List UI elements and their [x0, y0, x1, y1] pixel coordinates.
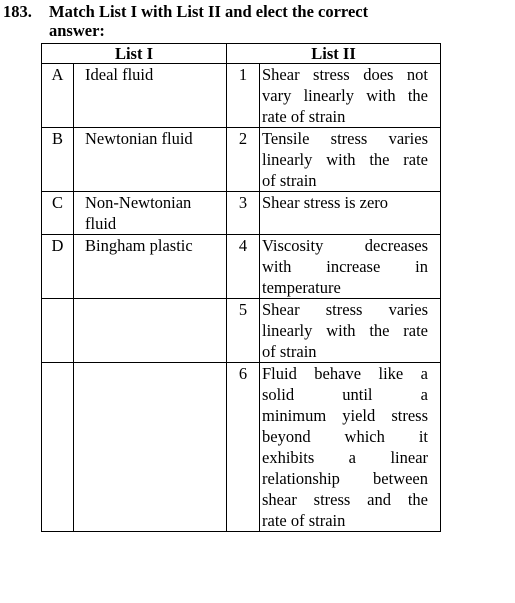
item-line: Non-Newtonian [85, 193, 192, 212]
item-line: fluid [85, 214, 117, 233]
desc-line: vary linearly with the [262, 86, 429, 105]
list1-item [74, 192, 227, 235]
row-number: 1 [227, 64, 260, 128]
desc-line: linearly with the rate [262, 321, 429, 340]
table-row [42, 299, 441, 363]
list1-item [74, 299, 227, 363]
desc-line: beyond which it [262, 427, 429, 446]
table-header-row [42, 44, 441, 64]
desc-line: Shear stress varies [262, 300, 429, 319]
table-row [42, 128, 441, 192]
row-number: 5 [227, 299, 260, 363]
desc-line: shear stress and the [262, 490, 429, 509]
desc-line: Shear stress does not [262, 65, 429, 84]
list1-item: Ideal fluid [74, 64, 227, 128]
row-letter: D [42, 235, 74, 299]
row-letter: B [42, 128, 74, 192]
list1-item: Bingham plastic [74, 235, 227, 299]
desc-line: rate of strain [262, 107, 346, 126]
question [3, 2, 443, 40]
row-number: 3 [227, 192, 260, 235]
list2-item [260, 363, 441, 532]
desc-line: temperature [262, 278, 341, 297]
table-row [42, 192, 441, 235]
list1-header: List I [42, 44, 227, 64]
row-letter [42, 363, 74, 532]
list2-item [260, 64, 441, 128]
list2-header: List II [227, 44, 441, 64]
list1-item [74, 363, 227, 532]
list2-item [260, 299, 441, 363]
table-row [42, 363, 441, 532]
desc-line: of strain [262, 342, 317, 361]
desc-line: exhibits a linear [262, 448, 429, 467]
desc-line: Viscosity decreases [262, 236, 429, 255]
question-text-line1: Match List I with List II and elect the correct [49, 2, 369, 21]
row-number: 6 [227, 363, 260, 532]
row-letter: A [42, 64, 74, 128]
desc-line: solid until a [262, 385, 429, 404]
list2-item [260, 235, 441, 299]
table-row [42, 235, 441, 299]
row-letter: C [42, 192, 74, 235]
table-row [42, 64, 441, 128]
desc-line: rate of strain [262, 511, 346, 530]
desc-line: of strain [262, 171, 317, 190]
desc-line: linearly with the rate [262, 150, 429, 169]
list1-item: Newtonian fluid [74, 128, 227, 192]
desc-line: with increase in [262, 257, 429, 276]
question-text-line2: answer: [49, 21, 105, 40]
match-table [41, 43, 441, 532]
desc-line: relationship between [262, 469, 429, 488]
list2-item [260, 192, 441, 235]
row-number: 2 [227, 128, 260, 192]
row-number: 4 [227, 235, 260, 299]
desc-line: Shear stress is zero [262, 193, 389, 212]
list2-item [260, 128, 441, 192]
desc-line: Tensile stress varies [262, 129, 429, 148]
question-number: 183. [3, 2, 32, 21]
desc-line: minimum yield stress [262, 406, 429, 425]
row-letter [42, 299, 74, 363]
desc-line: Fluid behave like a [262, 364, 429, 383]
